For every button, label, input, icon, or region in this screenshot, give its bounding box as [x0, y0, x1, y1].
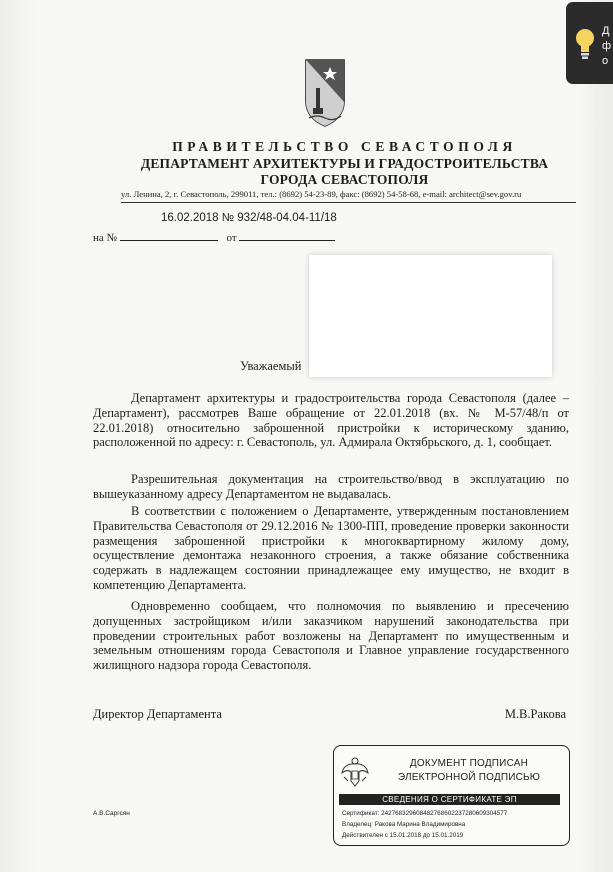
stamp-owner: Владелец: Ракова Марина Владимировна — [342, 821, 466, 828]
stamp-title-line-2: ЭЛЕКТРОННОЙ ПОДПИСЬЮ — [397, 772, 541, 783]
body-paragraph-1: Департамент архитектуры и градостроительства города Севастополя (далее – Департамент), рассмотрев Ваше обращение от 22.01.2018 (вх. № М-57/48/п от 22.01.2018) относительно заброшенной пристройки к историческому зданию, расположенной по адресу: г. Севастополь, ул. Адмирала Октябрьского, д. 1, сообщает. — [93, 391, 569, 450]
stamp-validity: Действителен с 15.01.2018 до 15.01.2019 — [342, 832, 464, 839]
signature-row — [93, 707, 566, 722]
tooltip-popup[interactable] — [566, 2, 613, 84]
letterhead-divider — [121, 202, 576, 203]
letterhead-address: ул. Ленина, 2, г. Севастополь, 299011, тел.: (8692) 54-23-89, факс: (8692) 54-58-68, e-mail: architect@sev.gov.ru — [121, 189, 522, 199]
double-eagle-emblem-icon — [340, 755, 370, 789]
body-paragraph-2: Разрешительная документация на строительство/ввод в эксплуатацию по вышеуказанному адресу Департаментом не выдавалась. — [93, 472, 569, 501]
stamp-certificate-header: СВЕДЕНИЯ О СЕРТИФИКАТЕ ЭП — [339, 794, 560, 805]
registration-number: 16.02.2018 № 932/48-04.04-11/18 — [161, 212, 337, 224]
tooltip-text-line-2: ф — [602, 40, 612, 52]
tooltip-text-line-1: Д — [602, 25, 610, 37]
stamp-certificate-number: Сертификат: 2427683296084827686022372806093045​77 — [342, 810, 508, 817]
reference-date-blank — [239, 230, 335, 241]
electronic-signature-stamp — [333, 745, 570, 846]
reference-on-label: на № — [93, 232, 118, 244]
sevastopol-coat-of-arms — [303, 58, 347, 128]
reference-from-label: от — [226, 232, 237, 244]
body-paragraph-4: Одновременно сообщаем, что полномочия по выявлению и пресечению допущенных застройщиком и/или заказчиком нарушений законодательства при проведении строительных работ возложены на Департамент по имущественным и земельным отношениям города Севастополя и Главное управление государственного жилищного надзора города Севастополя. — [93, 599, 569, 673]
reference-number-blank — [120, 230, 218, 241]
signatory-title: Директор Департамента — [93, 707, 222, 721]
letterhead-city: ГОРОДА СЕВАСТОПОЛЯ — [260, 172, 429, 187]
reference-row — [93, 230, 335, 244]
letterhead-department: ДЕПАРТАМЕНТ АРХИТЕКТУРЫ И ГРАДОСТРОИТЕЛЬСТВА — [140, 156, 549, 171]
stamp-title-line-1: ДОКУМЕНТ ПОДПИСАН — [409, 758, 529, 769]
greeting: Уважаемый — [240, 359, 302, 373]
body-paragraph-3: В соответствии с положением о Департаменте, утвержденным постановлением Правительства Севастополя от 29.12.2016 № 1300-ПП, проведение проверки законности размещения заброшенной пристройки к многоквартирному жилому дому, осуществление демонтажа незаконного строения, а также обязание собственника содержать в надлежащем состоянии принадлежащее ему имущество, не входит в компетенцию Департамента. — [93, 504, 569, 592]
lightbulb-icon — [574, 27, 596, 61]
executor-name: А.В.Саргсян — [93, 810, 130, 817]
signatory-name: М.В.Ракова — [504, 707, 566, 721]
letterhead-government: ПРАВИТЕЛЬСТВО СЕВАСТОПОЛЯ — [172, 139, 517, 154]
redacted-addressee — [309, 255, 552, 377]
tooltip-text-line-3: о — [602, 55, 609, 67]
